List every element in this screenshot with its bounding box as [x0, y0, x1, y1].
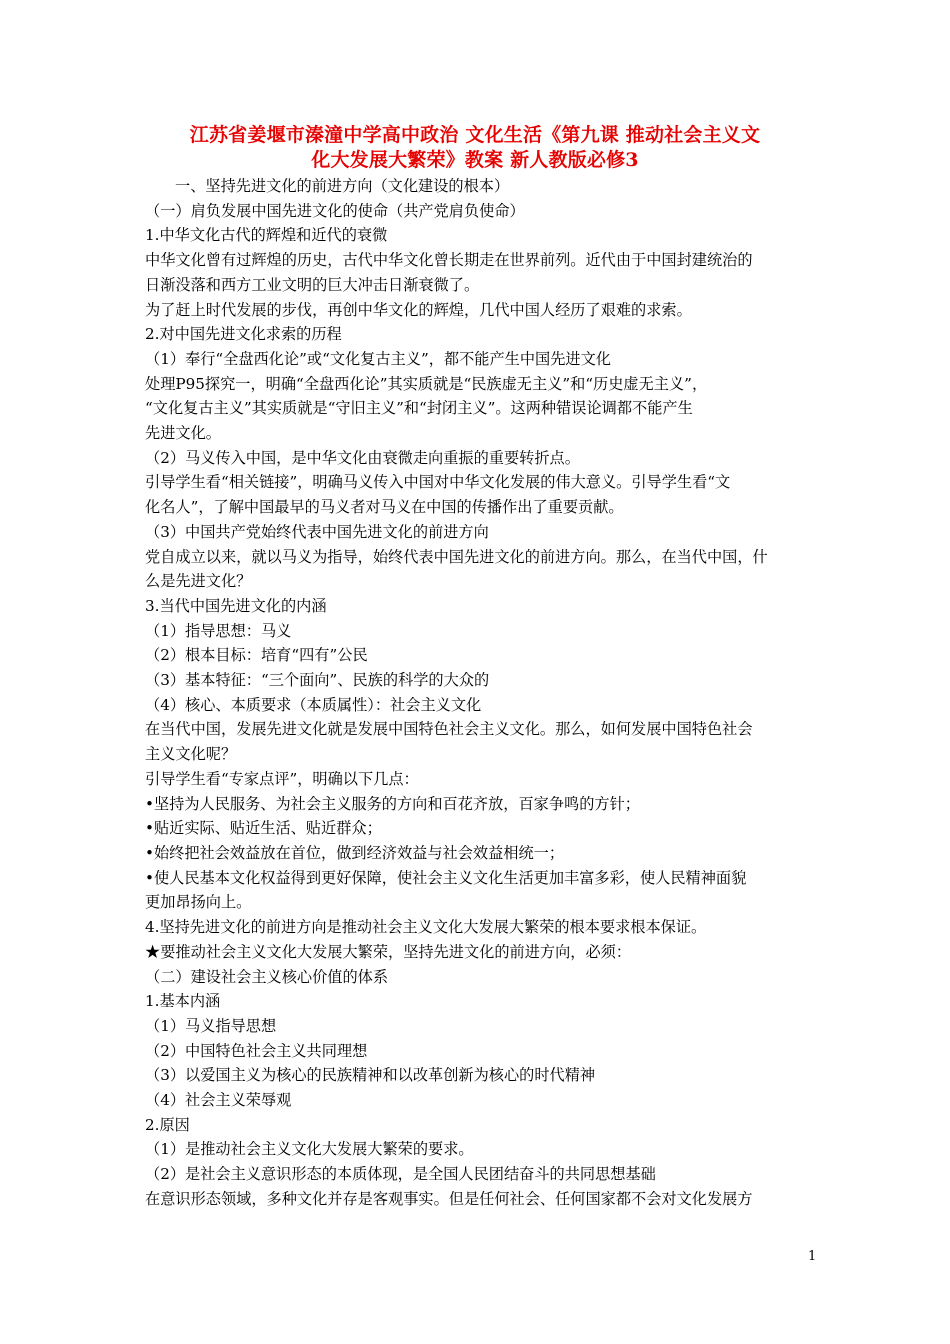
list-item: （1）奉行“全盘西化论”或“文化复古主义”，都不能产生中国先进文化	[145, 349, 611, 368]
point-heading: 4.坚持先进文化的前进方向是推动社会主义文化大发展大繁荣的根本要求根本保证。	[145, 918, 707, 937]
body-line: 主义文化呢？	[145, 745, 237, 764]
list-item: （4）核心、本质要求（本质属性）：社会主义文化	[145, 695, 482, 714]
body-line: ★要推动社会主义文化大发展大繁荣，坚持先进文化的前进方向，必须：	[145, 942, 631, 961]
point-heading: 2.对中国先进文化求索的历程	[145, 325, 342, 344]
body-line: 更加昂扬向上。	[145, 893, 252, 912]
title-line: 化大发展大繁荣》教案 新人教版必修3	[311, 149, 639, 171]
page-number: 1	[808, 1249, 817, 1264]
body-line: 引导学生看“相关链接”，明确马义传入中国对中华文化发展的伟大意义。引导学生看“文	[145, 473, 731, 492]
list-item: （1）指导思想：马义	[145, 621, 292, 640]
body-line: 中华文化曾有过辉煌的历史，古代中华文化曾长期走在世界前列。近代由于中国封建统治的	[145, 251, 753, 270]
body-line: 在当代中国，发展先进文化就是发展中国特色社会主义文化。那么，如何发展中国特色社会	[145, 720, 753, 739]
point-heading: 2.原因	[145, 1115, 190, 1134]
bullet-item: •坚持为人民服务、为社会主义服务的方向和百花齐放，百家争鸣的方针；	[145, 794, 640, 813]
bullet-item: •贴近实际、贴近生活、贴近群众；	[145, 819, 382, 838]
list-item: （1）是推动社会主义文化大发展大繁荣的要求。	[145, 1140, 474, 1159]
list-item: （2）马义传入中国，是中华文化由衰微走向重振的重要转折点。	[145, 448, 580, 467]
document-body	[145, 174, 811, 1212]
list-item: （2）是社会主义意识形态的本质体现，是全国人民团结奋斗的共同思想基础	[145, 1165, 656, 1184]
list-item: （3）基本特征：“三个面向”、民族的科学的大众的	[145, 671, 490, 690]
body-line: 么是先进文化？	[145, 572, 252, 591]
list-item: （2）根本目标：培育“四有”公民	[145, 646, 368, 665]
point-heading: 1.中华文化古代的辉煌和近代的衰微	[145, 226, 388, 245]
list-item: （2）中国特色社会主义共同理想	[145, 1041, 368, 1060]
subsection-heading: （二）建设社会主义核心价值的体系	[145, 967, 388, 986]
body-line: 引导学生看“专家点评”，明确以下几点：	[145, 769, 419, 788]
body-line: 处理P95探究一，明确“全盘西化论”其实质就是“民族虚无主义”和“历史虚无主义”，	[145, 374, 708, 393]
document-title	[130, 123, 820, 173]
list-item: （3）中国共产党始终代表中国先进文化的前进方向	[145, 522, 489, 541]
bullet-item: •使人民基本文化权益得到更好保障，使社会主义文化生活更加丰富多彩，使人民精神面貌	[145, 868, 747, 887]
body-line: 化名人”，了解中国最早的马义者对马义在中国的传播作出了重要贡献。	[145, 498, 624, 517]
point-heading: 1.基本内涵	[145, 992, 221, 1011]
body-line: 先进文化。	[145, 424, 221, 443]
body-line: 党自成立以来，就以马义为指导，始终代表中国先进文化的前进方向。那么，在当代中国，什	[145, 547, 768, 566]
point-heading: 3.当代中国先进文化的内涵	[145, 596, 327, 615]
list-item: （1）马义指导思想	[145, 1016, 277, 1035]
subsection-heading: （一）肩负发展中国先进文化的使命（共产党肩负使命）	[145, 201, 525, 220]
body-line: “文化复古主义”其实质就是“守旧主义”和“封闭主义”。这两种错误论调都不能产生	[145, 399, 693, 418]
list-item: （3）以爱国主义为核心的民族精神和以改革创新为核心的时代精神	[145, 1066, 596, 1085]
list-item: （4）社会主义荣辱观	[145, 1091, 292, 1110]
body-line: 日渐没落和西方工业文明的巨大冲击日渐衰微了。	[145, 275, 480, 294]
body-line: 在意识形态领域，多种文化并存是客观事实。但是任何社会、任何国家都不会对文化发展方	[145, 1189, 753, 1208]
body-line: 为了赶上时代发展的步伐，再创中华文化的辉煌，几代中国人经历了艰难的求索。	[145, 300, 692, 319]
bullet-item: •始终把社会效益放在首位，做到经济效益与社会效益相统一；	[145, 843, 565, 862]
section-heading: 一、坚持先进文化的前进方向（文化建设的根本）	[175, 177, 510, 195]
title-line: 江苏省姜堰市溱潼中学高中政治 文化生活《第九课 推动社会主义文	[189, 124, 761, 146]
